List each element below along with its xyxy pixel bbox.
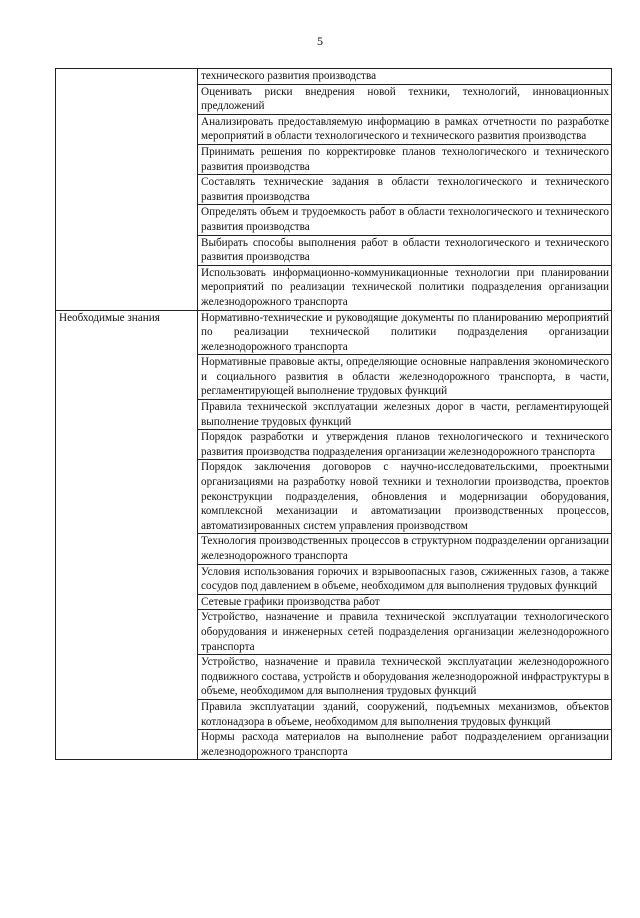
requirement-item: Устройство, назначение и правила технической эксплуатации железнодорожного подвижного состава, устройств и оборудования железнодорожной инфраструктуры в объеме, необходимом для выполнения трудовых функций (198, 655, 612, 700)
table-body (56, 69, 612, 760)
requirement-item: Определять объем и трудоемкость работ в области технологического и технического развития производства (198, 205, 612, 235)
requirement-item: Анализировать предоставляемую информацию в рамках отчетности по разработке мероприятий в области технологического и технического развития производства (198, 114, 612, 144)
page-number: 5 (317, 34, 323, 48)
requirement-item: Нормы расхода материалов на выполнение работ подразделением организации железнодорожного транспорта (198, 730, 612, 760)
requirement-item: Условия использования горючих и взрывоопасных газов, сжиженных газов, а также сосудов под давлением в объеме, необходимом для выполнения трудовых функций (198, 564, 612, 594)
requirement-item: Правила технической эксплуатации железных дорог в части, регламентирующей выполнение трудовых функций (198, 400, 612, 430)
requirement-item: Оценивать риски внедрения новой техники, технологий, инновационных предложений (198, 84, 612, 114)
requirement-item: Составлять технические задания в области технологического и технического развития производства (198, 175, 612, 205)
requirement-item: Правила эксплуатации зданий, сооружений, подъемных механизмов, объектов котлонадзора в объеме, необходимом для выполнения трудовых функций (198, 699, 612, 729)
requirement-item: Принимать решения по корректировке планов технологического и технического развития производства (198, 144, 612, 174)
requirements-table (55, 68, 612, 760)
requirement-item: Нормативные правовые акты, определяющие основные направления экономического и социального развития в области железнодорожного транспорта, в части, регламентирующей выполнение трудовых функций (198, 355, 612, 400)
section-label (56, 69, 198, 311)
requirement-item: Выбирать способы выполнения работ в области технологического и технического развития производства (198, 235, 612, 265)
requirement-item: Использовать информационно-коммуникационные технологии при планировании мероприятий по реализации технической политики подразделения организации железнодорожного транспорта (198, 265, 612, 310)
requirement-item: технического развития производства (198, 69, 612, 85)
requirement-item: Технология производственных процессов в структурном подразделении организации железнодорожного транспорта (198, 534, 612, 564)
table-row (56, 69, 612, 85)
section-label: Необходимые знания (56, 310, 198, 760)
requirement-item: Нормативно-технические и руководящие документы по планированию мероприятий по реализации технической политики подразделения организации железнодорожного транспорта (198, 310, 612, 355)
requirement-item: Сетевые графики производства работ (198, 594, 612, 610)
requirement-item: Порядок разработки и утверждения планов технологического и технического развития производства подразделения организации железнодорожного транспорта (198, 430, 612, 460)
requirement-item: Устройство, назначение и правила технической эксплуатации технологического оборудования и инженерных сетей подразделения организации железнодорожного транспорта (198, 610, 612, 655)
table-row (56, 310, 612, 355)
requirement-item: Порядок заключения договоров с научно-исследовательскими, проектными организациями на разработку новой техники и технологии производства, проектов реконструкции подразделения, обновления и модернизации оборудования, комплексной механизации и автоматизации производственных процессов, автоматизированных систем управления производством (198, 460, 612, 534)
